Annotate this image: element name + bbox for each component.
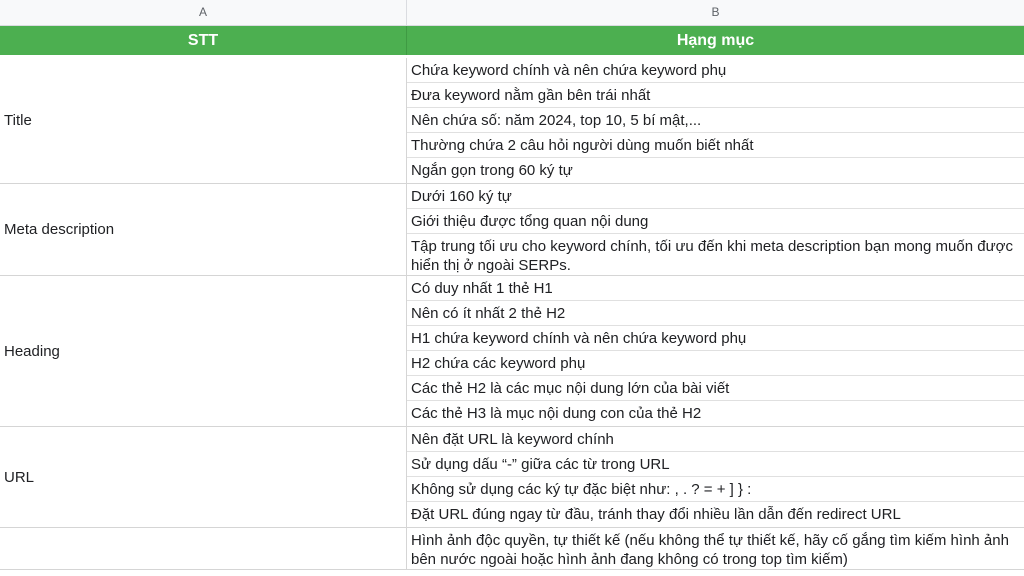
- column-header-a[interactable]: A: [0, 0, 407, 25]
- group-label-cell[interactable]: Title: [0, 58, 407, 183]
- group-label-cell[interactable]: Meta description: [0, 184, 407, 275]
- item-cell[interactable]: Không sử dụng các ký tự đặc biệt như: , . ? = + ] } :: [407, 477, 1024, 502]
- item-cell[interactable]: Dưới 160 ký tự: [407, 184, 1024, 209]
- item-cell[interactable]: Thường chứa 2 câu hỏi người dùng muốn biết nhất: [407, 133, 1024, 158]
- item-cell[interactable]: Đưa keyword nằm gần bên trái nhất: [407, 83, 1024, 108]
- column-header-row: [0, 0, 1024, 26]
- item-cell[interactable]: Các thẻ H2 là các mục nội dung lớn của bài viết: [407, 376, 1024, 401]
- group-label-cell[interactable]: [0, 528, 407, 569]
- item-cell[interactable]: Giới thiệu được tổng quan nội dung: [407, 209, 1024, 234]
- item-cell[interactable]: Nên đặt URL là keyword chính: [407, 427, 1024, 452]
- group-label-cell[interactable]: URL: [0, 427, 407, 527]
- item-cell[interactable]: Sử dụng dấu “-” giữa các từ trong URL: [407, 452, 1024, 477]
- item-cell[interactable]: Chứa keyword chính và nên chứa keyword phụ: [407, 58, 1024, 83]
- group-url: [0, 427, 1024, 528]
- spreadsheet-grid: [0, 58, 1024, 570]
- group-items: [407, 276, 1024, 426]
- group-items: [407, 184, 1024, 275]
- group-title: [0, 58, 1024, 184]
- header-cell-hang-muc[interactable]: Hạng mục: [676, 32, 755, 49]
- item-cell[interactable]: Tập trung tối ưu cho keyword chính, tối ưu đến khi meta description bạn mong muốn được hiển thị ở ngoài SERPs.: [411, 238, 1013, 274]
- table-header-row: [0, 26, 1024, 55]
- item-cell[interactable]: Ngắn gọn trong 60 ký tự: [411, 162, 573, 179]
- header-cell-stt[interactable]: STT: [0, 26, 407, 55]
- item-cell[interactable]: H2 chứa các keyword phụ: [407, 351, 1024, 376]
- group-heading: [0, 276, 1024, 427]
- item-cell[interactable]: Nên có ít nhất 2 thẻ H2: [407, 301, 1024, 326]
- group-meta-description: [0, 184, 1024, 276]
- item-cell[interactable]: Hình ảnh độc quyền, tự thiết kế (nếu không thể tự thiết kế, hãy cố gắng tìm kiếm hình ảnh bên nước ngoài hoặc hình ảnh đang không có trong top tìm kiếm): [411, 532, 1009, 568]
- column-header-b[interactable]: B: [711, 5, 720, 19]
- group-image: [0, 528, 1024, 570]
- group-items: [407, 58, 1024, 183]
- item-cell[interactable]: Đặt URL đúng ngay từ đầu, tránh thay đổi nhiều lần dẫn đến redirect URL: [411, 506, 901, 523]
- item-cell[interactable]: Các thẻ H3 là mục nội dung con của thẻ H2: [411, 405, 702, 422]
- item-cell[interactable]: Có duy nhất 1 thẻ H1: [407, 276, 1024, 301]
- group-items: [407, 528, 1024, 569]
- item-cell[interactable]: Nên chứa số: năm 2024, top 10, 5 bí mật,...: [407, 108, 1024, 133]
- group-items: [407, 427, 1024, 527]
- item-cell[interactable]: H1 chứa keyword chính và nên chứa keyword phụ: [407, 326, 1024, 351]
- group-label-cell[interactable]: Heading: [0, 276, 407, 426]
